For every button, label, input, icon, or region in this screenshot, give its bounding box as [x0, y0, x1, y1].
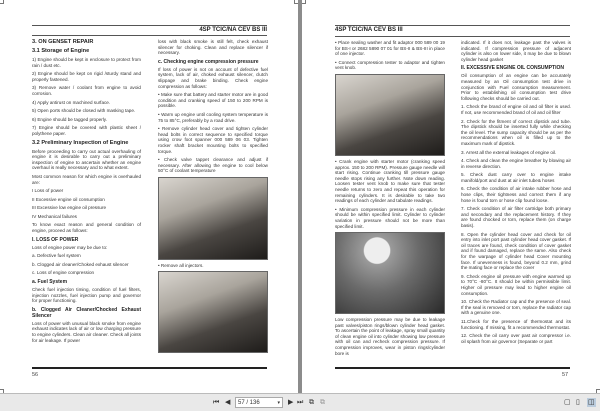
page-number-value: 57 / 136 [238, 400, 260, 406]
paragraph: 12. Check the oil carry over past air compressor i.e. oil splash from air governor (Separate or part [461, 333, 571, 344]
first-page-button[interactable]: ⏮ [213, 399, 220, 406]
paragraph: 3. Arrest all the external leakages of engine oil. [461, 149, 557, 155]
header-title: 4SP TCIC/NA CEV BS III [335, 27, 403, 33]
paragraph: 5) Open ports should be closed with masking tape. [32, 108, 136, 114]
paragraph: b. Clogged air cleaner/Choked exhaust silencer [32, 261, 129, 267]
paragraph: • Warm up engine until cooling system temperature is 75 to 85°C, preferably by a road drive. [158, 111, 268, 123]
paragraph: • Place sealing washer and fit adaptor 000 589 00 19 for BS-I or 2682 5890 07 01 for BS-II & BS-III in place of one injector. [335, 40, 445, 57]
paragraph: 6) Engine should be tagged properly. [32, 116, 107, 122]
paragraph: Most common reason for which engine is overhauled are: [32, 173, 141, 185]
paragraph: 11.Check for the presence of thermostat and its functioning. If missing, fit a recommended thermostat. [461, 318, 571, 330]
paragraph: IV Mechanical failures [32, 213, 77, 219]
engine-cylinder-head-photo [158, 177, 268, 260]
paragraph: III Excessive low engine oil pressure [32, 205, 107, 211]
compression-gauge-photo [335, 232, 445, 314]
paragraph: 2. Check for the fitment of correct dipstick and tube. The dipstick should be inserted fully while checking the oil level. The sump capacity should be as per the recommendations when oil is filled up to the maximum mark of dipstick. [461, 118, 571, 146]
image-caption: • Remove all injectors. [158, 262, 204, 268]
paragraph: Before proceeding to carry out actual overhauling of engine it is desirable to carry out a preliminary inspection of engine to ascertain whether an engine overhaul is really necessary and to what extent. [32, 148, 141, 171]
paragraph: 2) Engine should be kept on rigid /sturdy stand and properly fastened. [32, 71, 141, 82]
two-page-view-icon[interactable]: ◫ [588, 399, 595, 406]
viewer-toolbar [0, 393, 600, 411]
paragraph: 7) Engine should be covered with plastic sheet / polythene paper. [32, 125, 141, 136]
section-heading: 3.1 Storage of Engine [32, 48, 90, 54]
section-heading: II. EXCESSIVE ENGINE OIL CONSUMPTION [461, 65, 564, 72]
chevron-down-icon[interactable]: ▾ [277, 400, 280, 406]
paragraph: Loss of engine power may be due to: [32, 244, 108, 250]
paragraph: • Check valve tappet clearance and adjust if necessary. After allowing the engine to cool below 50°C of coolant temperature [158, 157, 268, 174]
page-corner-mark [302, 0, 306, 4]
paragraph: • Crank engine with starter motor (cranking speed approx. 150 to 200 RPM). Pressure gauge needle will start rising. Continue cranking till pressure gauge needle stops rising any further. Note down reading. Loosen tester vent knob to make sure that tester needle returns to zero and repeat this operation for remaining cylinders. It is desirable to take two readings of each cylinder and tabulate readings. [335, 158, 445, 204]
page-57 [302, 0, 600, 393]
paragraph: 4) Apply antirust on machined surface. [32, 99, 111, 105]
page-corner-mark [0, 0, 4, 4]
section-heading: c. Checking engine compression pressure [158, 58, 259, 65]
header-rule [32, 25, 267, 26]
paragraph: Loss of power with unusual black smoke from engine exhaust indicates lack of air or low charging pressure to engine cylinders. Clean air cleaner. Check all joints for air leakage. If power [32, 320, 141, 343]
next-page-button[interactable]: ▶ [288, 399, 294, 406]
header-rule [335, 25, 570, 26]
paragraph: • Minimum compression pressure in each cylinder should be within specified limit. Cylinder to cylinder variation in pressure should not be more than specified limit. [335, 206, 445, 229]
paragraph: 1) Engine should be kept in enclosure to protect from rain / dust etc. [32, 57, 141, 68]
paragraph: loss with black smoke is still felt, check exhaust silencer for choking. Clean and replace silencer if necessary. [158, 39, 268, 56]
previous-page-button[interactable]: ◀ [225, 399, 231, 406]
page-number: 56 [32, 372, 39, 378]
page-number: 57 [562, 372, 569, 378]
paragraph: II Excessive engine oil consumption [32, 196, 105, 202]
paragraph: Oil consumption of an engine can be accurately measured by an Oil consumption test drive in conjunction with Fuel consumption measurement. Prior to establishing oil consumption test drive following checks should be carried out. [461, 73, 571, 101]
single-page-view-icon[interactable]: ▢ [564, 399, 571, 406]
section-heading: b. Clogged Air Cleaner/Chocked Exhaust Silencer [32, 306, 141, 319]
copy-page-icon[interactable]: ⧉ [320, 399, 325, 406]
page-56 [0, 0, 298, 393]
compression-tester-fitting-photo [335, 74, 445, 156]
paragraph: 3) Remove water / coolant from engine to avoid corrosion. [32, 85, 141, 96]
footer-rule [32, 367, 267, 369]
paragraph: • Make sure that battery and starter motor are in good condition and cranking speed of 150 to 200 RPM is possible. [158, 92, 268, 109]
page-corner-mark [294, 0, 298, 4]
paragraph: • Connect compression tester to adaptor and tighten vent knob. [335, 59, 445, 71]
paragraph: 6. Check the condition of air intake rubber hose and hose clips, their tightness and correct them if any hose is found torn or hose clip found loose. [461, 186, 571, 203]
left-column-1 [32, 39, 141, 346]
header-title: 4SP TCIC/NA CEV BS III [199, 27, 267, 33]
right-column-1 [335, 40, 445, 359]
injector-removal-photo [158, 271, 268, 353]
section-heading: a. Fuel System [32, 279, 68, 286]
paragraph: 9. Check engine oil pressure with engine warmed up to 70°C -80°C. It should be within permissible limit. Higher oil pressure may lead to higher engine oil consumption. [461, 273, 571, 296]
paragraph: 5. Check dust carry over to engine intake manifold/port and dust at air inlet tube& hoses [461, 172, 571, 183]
paragraph: a. Defective fuel system [32, 253, 81, 259]
header-rule [335, 36, 570, 37]
last-page-button[interactable]: ⏭ [297, 399, 304, 406]
paragraph: Low compression pressure may be due to leakage past valves/piston rings/blown cylinder head gasket. To ascertain the point of leakage, spray small quantity of clean engine oil into cylinder showing low pressure with oil can and recheck compression pressure. If compression improves, wear in piston rings/cylinder bore is [335, 317, 445, 356]
copy-icon[interactable]: ⧉ [309, 399, 314, 406]
paragraph: 4. Check and clean the engine breather by blowing air in reverse direction. [461, 158, 571, 169]
bookmark-view-icon[interactable]: ▯ [576, 399, 580, 406]
paragraph: indicated. If it does not, leakage past the valves is indicated. If compression pressure of adjacent cylinder is also on lower side, it may be due to blown cylinder head gasket [461, 40, 571, 62]
paragraph: 1. Check the brand of engine oil and oil filter is used. If not, use recommended brand of oil and oil filter [461, 104, 571, 115]
paragraph: To know exact reason and general condition of engine, proceed as follows: [32, 222, 141, 234]
section-heading: 3.2 Preliminary Inspection of Engine [32, 139, 129, 146]
left-column-2 [158, 39, 268, 356]
paragraph: 8. Open the cylinder head cover and check for oil entry into inlet port past cylinder head cover gasket. If oil traces are found, check condition of cover gasket and if found damaged, replace the same. Also check for the warpage of cylinder head Cover mounting face. If unevenness is found, beyond 0.2 mm, grind the mating face or replace the cover [461, 231, 571, 271]
section-heading: I. LOSS OF POWER [32, 236, 79, 243]
paragraph: If loss of power is not on account of defective fuel system, lack of air, choked exhaust silencer, clutch slippage and brake binding. Check engine compression as follows: [158, 66, 268, 89]
paragraph: • Remove cylinder head cover and tighten cylinder head bolts in correct sequence to specified torque using crow foot spanner 000 589 06 03. Tighten rocker shaft bracket mounting bolts to specified torque. [158, 126, 268, 154]
footer-rule [335, 367, 570, 369]
page-number-input[interactable] [235, 397, 283, 408]
right-column-2 [461, 40, 571, 347]
paragraph: Check fuel injection timing, condition of fuel filters, injection nozzles, fuel injection pump and governor for proper functioning. [32, 287, 141, 304]
header-rule [32, 35, 267, 36]
paragraph: c. Loss of engine compression [32, 270, 95, 276]
paragraph: I Loss of power [32, 188, 64, 194]
paragraph: 7. Check condition of air filter cartridge both primary and secondary and the replacement history. If they are found chocked or torn, replace them (on charge basis). [461, 206, 571, 229]
paragraph: 10. Check the Radiator cap and the presence of seal. If the seal is removed or torn, replace the radiator cap with a genuine one. [461, 299, 571, 316]
section-heading: 3. ON GENSET REPAIR [32, 39, 94, 45]
